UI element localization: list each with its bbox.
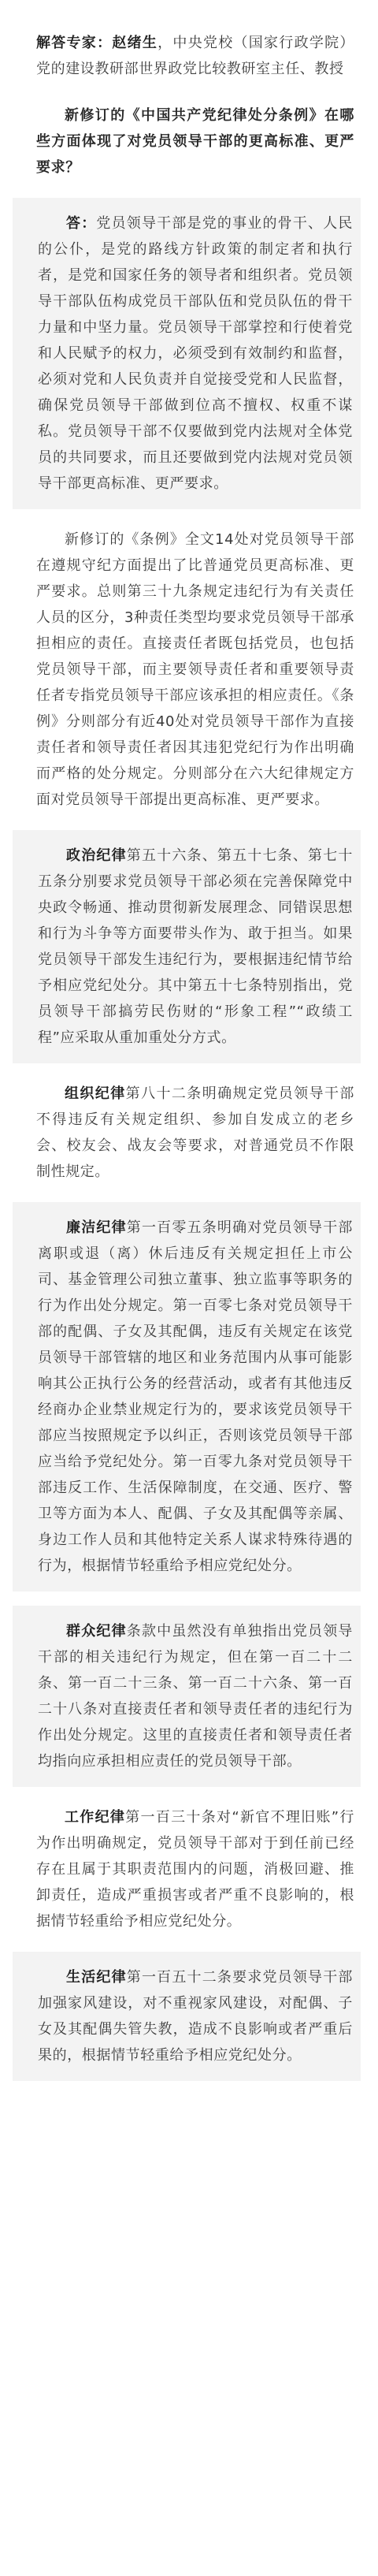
section-paragraph (38, 1618, 353, 1774)
section-paragraph (38, 843, 353, 1051)
section-paragraph (38, 1964, 353, 2068)
expert-paragraph (36, 30, 354, 82)
section-paragraph (38, 1215, 353, 1579)
overview-paragraph: 新修订的《条例》全文14处对党员领导干部在遵规守纪方面提出了比普通党员更高标准、更严要求。总则第三十九条规定违纪行为有关责任人员的区分，3种责任类型均要求党员领导干部承担相应的责任。直接责任者既包括党员，也包括党员领导干部，而主要领导责任者和重要领导责任者专指党员领导干部应该承担的相应责任。《条例》分则部分有近40处对党员领导干部作为直接责任者和领导责任者因其违犯党纪行为作出明确而严格的处分规定。分则部分在六大纪律规定方面对党员领导干部提出更高标准、更严要求。 (36, 531, 354, 808)
section-text: 第一百三十条对“新官不理旧账”行为作出明确规定，党员领导干部对于到任前已经存在且属于其职责范围内的问题，消极回避、推卸责任，造成严重损害或者严重不良影响的，根据情节轻重给予相应党纪处分。 (36, 1809, 355, 1930)
section-lead: 廉洁纪律 (66, 1219, 127, 1236)
section-paragraph (36, 1804, 354, 1934)
section-masses (13, 1606, 361, 1787)
section-text: 条款中虽然没有单独指出党员领导干部的相关违纪行为规定，但在第一百二十二条、第一百二十三条、第一百二十六条、第一百二十八条对直接责任者和领导责任者的违纪行为作出处分规定。这里的直接责任者和领导责任者均指向应承担相应责任的党员领导干部。 (38, 1623, 354, 1770)
expert-affiliation: ，中央党校（国家行政学院）党的建设教研部世界政党比较教研室主任、教授 (36, 35, 354, 77)
answer-section (13, 198, 361, 509)
section-lead: 政治纪律 (66, 847, 127, 864)
section-lead: 生活纪律 (66, 1969, 127, 1986)
section-lead: 组织纪律 (65, 1085, 126, 1102)
question-paragraph: 新修订的《中国共产党纪律处分条例》在哪些方面体现了对党员领导干部的更高标准、更严要求？ (36, 107, 354, 176)
section-lead: 工作纪律 (65, 1809, 126, 1826)
question-section (36, 99, 354, 184)
section-work (36, 1801, 354, 1938)
section-political (13, 830, 361, 1063)
section-text: 第八十二条明确规定党员领导干部不得违反有关规定组织、参加自发成立的老乡会、校友会、战友会等要求，对普通党员不作限制性规定。 (36, 1085, 355, 1180)
section-organization (36, 1078, 354, 1188)
section-paragraph (36, 1081, 354, 1185)
answer-text: 党员领导干部是党的事业的骨干、人民的公仆，是党的路线方针政策的制定者和执行者，是党和国家任务的领导者和组织者。党员领导干部队伍构成党员干部队伍和党员队伍的骨干力量和中坚力量。党员领导干部掌控和行使着党和人民赋予的权力，必须受到有效制约和监督，必须对党和人民负责并自觉接受党和人民监督，确保党员领导干部做到位高不擅权、权重不谋私。党员领导干部不仅要做到党内法规对全体党员的共同要求，而且还要做到党内法规对党员领导干部更高标准、更严要求。 (38, 215, 354, 492)
overview-section (36, 523, 354, 816)
answer-paragraph (38, 210, 353, 497)
section-text: 第一百五十二条要求党员领导干部加强家风建设，对不重视家风建设，对配偶、子女及其配偶失管失教，造成不良影响或者严重后果的，根据情节轻重给予相应党纪处分。 (38, 1969, 354, 2064)
expert-section (36, 27, 354, 85)
section-life (13, 1952, 361, 2081)
answer-label: 答： (66, 215, 97, 232)
expert-name: 赵绪生 (112, 35, 158, 51)
section-text: 第五十六条、第五十七条、第七十五条分别要求党员领导干部必须在完善保障党中央政令畅通、推动贯彻新发展理念、同错误思想和行为斗争等方面要带头作为、敢于担当。如果党员领导干部发生违纪行为，要根据违纪情节给予相应党纪处分。其中第五十七条特别指出，党员领导干部搞劳民伤财的“形象工程”“政绩工程”应采取从重加重处分方式。 (38, 847, 354, 1046)
expert-label: 解答专家： (36, 35, 113, 51)
section-integrity (13, 1202, 361, 1591)
section-text: 第一百零五条明确对党员领导干部离职或退（离）休后违反有关规定担任上市公司、基金管理公司独立董事、独立监事等职务的行为作出处分规定。第一百零七条对党员领导干部的配偶、子女及其配偶，违反有关规定在该党员领导干部管辖的地区和业务范围内从事可能影响其公正执行公务的经营活动，或者有其他违反经商办企业禁业规定行为的，要求该党员领导干部应当按照规定予以纠正，否则该党员领导干部应当给予党纪处分。第一百零九条对党员领导干部违反工作、生活保障制度，在交通、医疗、警卫等方面为本人、配偶、子女及其配偶等亲属、身边工作人员和其他特定关系人谋求特殊待遇的行为，根据情节轻重给予相应党纪处分。 (38, 1219, 354, 1574)
section-lead: 群众纪律 (66, 1623, 127, 1640)
